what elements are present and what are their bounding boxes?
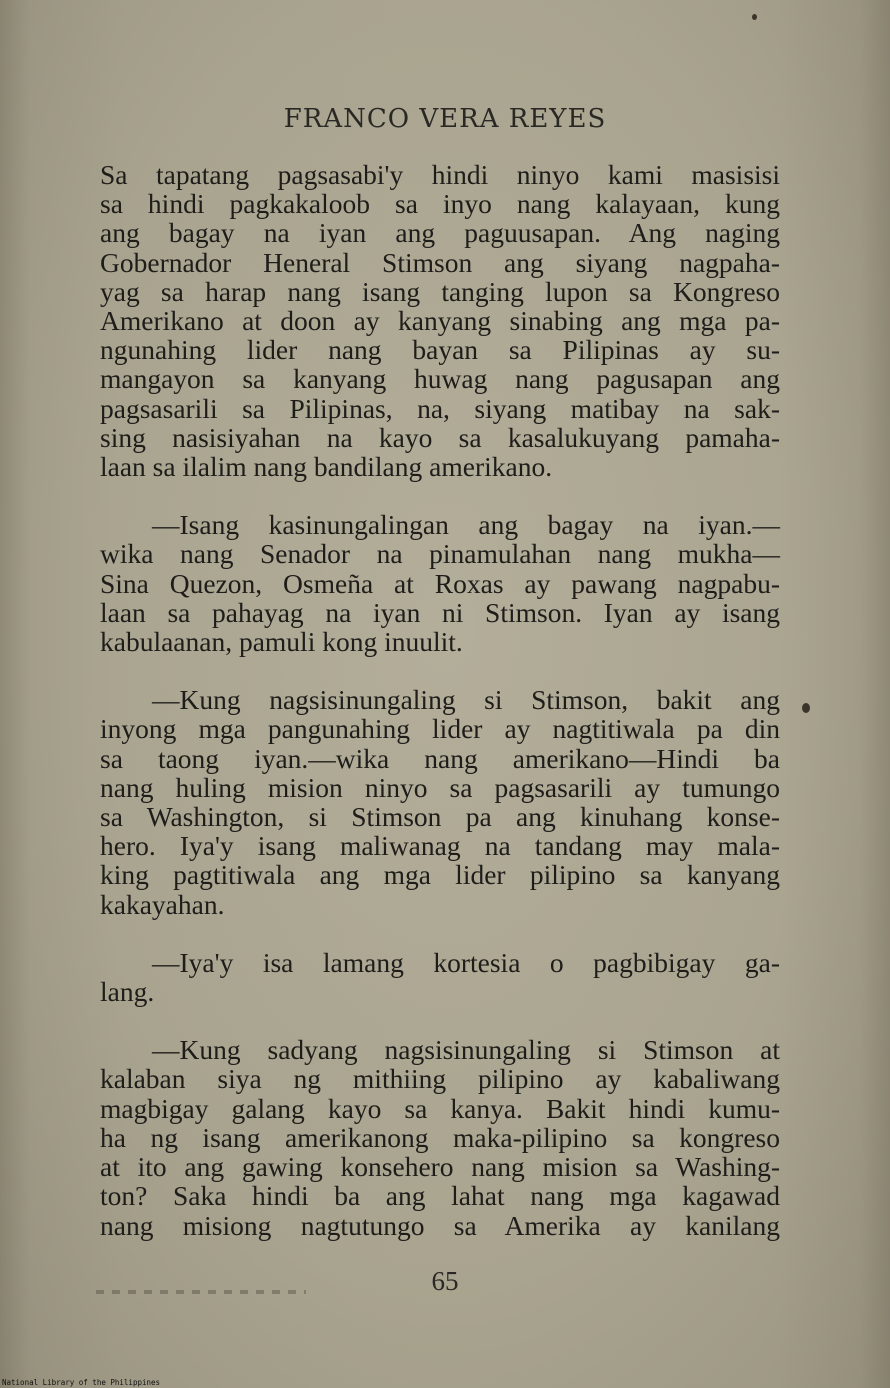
text-line: Gobernador Heneral Stimson ang siyang nagpaha- (100, 246, 780, 278)
ink-speck-margin (802, 703, 810, 713)
text-line: hero. Iya'y isang maliwanag na tandang may mala- (100, 830, 780, 862)
text-line: sa taong iyan.—wika nang amerikano—Hindi ba (100, 742, 780, 774)
text-line: at ito ang gawing konsehero nang mision sa Washing- (100, 1151, 780, 1183)
text-line: sa Washington, si Stimson pa ang kinuhang konse- (100, 801, 780, 833)
text-line: yag sa harap nang isang tanging lupon sa Kongreso (100, 275, 780, 307)
running-title: FRANCO VERA REYES (283, 104, 607, 134)
paragraph-2 (100, 510, 780, 656)
text-line: kakayahan. (100, 888, 225, 920)
text-line: —Isang kasinungalingan ang bagay na iyan.— (152, 509, 780, 541)
text-line: pagsasarili sa Pilipinas, na, siyang matibay na sak- (100, 392, 780, 424)
library-credit: National Library of the Philippines (2, 1378, 161, 1387)
text-line: ton? Saka hindi ba ang lahat nang mga kagawad (100, 1180, 780, 1212)
paragraph-gap (100, 919, 780, 948)
page-body (100, 160, 780, 1240)
text-line: wika nang Senador na pinamulahan nang mukha— (100, 538, 780, 570)
text-line: sa hindi pagkakaloob sa inyo nang kalayaan, kung (100, 188, 780, 220)
ink-speck-top (752, 14, 757, 20)
text-line: nang misiong nagtutungo sa Amerika ay kanilang (100, 1209, 780, 1241)
text-line: mangayon sa kanyang huwag nang pagusapan ang (100, 363, 780, 395)
paragraph-gap (100, 1006, 780, 1035)
text-line: —Iya'y isa lamang kortesia o pagbibigay ga- (152, 946, 780, 978)
text-line: kalaban siya ng mithiing pilipino ay kabaliwang (100, 1063, 780, 1095)
text-line: —Kung nagsisinungaling si Stimson, bakit ang (152, 684, 780, 716)
paragraph-1 (100, 160, 780, 481)
text-line: ang bagay na iyan ang paguusapan. Ang naging (100, 217, 780, 249)
text-line: sing nasisiyahan na kayo sa kasalukuyang pamaha- (100, 421, 780, 453)
paragraph-gap (100, 481, 780, 510)
text-line: ha ng isang amerikanong maka-pilipino sa kongreso (100, 1121, 780, 1153)
paragraph-gap (100, 656, 780, 685)
text-line: magbigay galang kayo sa kanya. Bakit hindi kumu- (100, 1092, 780, 1124)
footer-smudge (96, 1290, 306, 1294)
text-line: laan sa pahayag na iyan ni Stimson. Iyan ay isang (100, 596, 780, 628)
page-number: 65 (431, 1266, 459, 1296)
text-line: Sina Quezon, Osmeña at Roxas ay pawang nagpabu- (100, 567, 780, 599)
text-line: lang. (100, 976, 155, 1008)
text-line: —Kung sadyang nagsisinungaling si Stimson at (152, 1034, 780, 1066)
text-line: laan sa ilalim nang bandilang amerikano. (100, 451, 553, 483)
text-line: king pagtitiwala ang mga lider pilipino sa kanyang (100, 859, 780, 891)
text-line: ngunahing lider nang bayan sa Pilipinas ay su- (100, 334, 780, 366)
paragraph-3 (100, 685, 780, 919)
paragraph-5 (100, 1035, 780, 1239)
text-line: Amerikano at doon ay kanyang sinabing ang mga pa- (100, 305, 780, 337)
text-line: kabulaanan, pamuli kong inuulit. (100, 626, 463, 658)
paragraph-4 (100, 948, 780, 1006)
text-line: Sa tapatang pagsasabi'y hindi ninyo kami masisisi (100, 159, 780, 190)
text-line: inyong mga pangunahing lider ay nagtitiwala pa din (100, 713, 780, 745)
text-line: nang huling mision ninyo sa pagsasarili ay tumungo (100, 771, 780, 803)
